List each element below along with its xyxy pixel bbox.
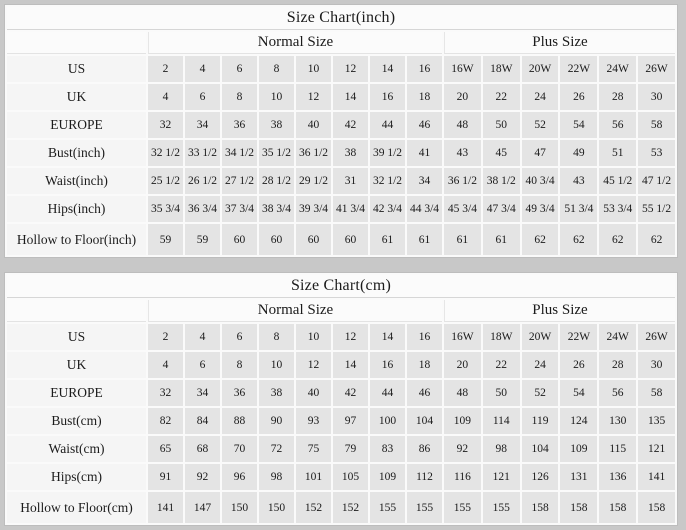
table-row	[7, 464, 675, 490]
size-value-cell: 82	[148, 408, 183, 434]
size-value-cell: 12	[296, 352, 331, 378]
size-value-cell: 98	[259, 464, 294, 490]
size-value-cell: 12	[296, 84, 331, 110]
size-value-cell: 16	[370, 352, 405, 378]
size-value-cell: 56	[599, 380, 636, 406]
size-value-cell: 116	[444, 464, 481, 490]
size-value-cell: 43	[444, 140, 481, 166]
size-value-cell: 24W	[599, 324, 636, 350]
size-value-cell: 52	[522, 112, 559, 138]
table-row	[7, 408, 675, 434]
row-label: UK	[7, 352, 146, 378]
size-value-cell: 92	[185, 464, 220, 490]
size-value-cell: 20W	[522, 56, 559, 82]
size-value-cell: 136	[599, 464, 636, 490]
size-value-cell: 60	[296, 224, 331, 255]
size-value-cell: 96	[222, 464, 257, 490]
size-value-cell: 61	[407, 224, 442, 255]
size-value-cell: 46	[407, 112, 442, 138]
size-value-cell: 8	[259, 324, 294, 350]
size-value-cell: 32 1/2	[370, 168, 405, 194]
size-value-cell: 47	[522, 140, 559, 166]
size-value-cell: 91	[148, 464, 183, 490]
row-label: Bust(inch)	[7, 140, 146, 166]
size-value-cell: 16	[407, 324, 442, 350]
size-value-cell: 109	[444, 408, 481, 434]
plus-size-header: Plus Size	[444, 32, 675, 54]
row-label: EUROPE	[7, 380, 146, 406]
size-value-cell: 40	[296, 380, 331, 406]
size-value-cell: 130	[599, 408, 636, 434]
size-value-cell: 6	[222, 324, 257, 350]
size-value-cell: 2	[148, 56, 183, 82]
size-value-cell: 45 3/4	[444, 196, 481, 222]
size-value-cell: 42	[333, 112, 368, 138]
row-label: US	[7, 324, 146, 350]
size-value-cell: 75	[296, 436, 331, 462]
size-value-cell: 6	[185, 84, 220, 110]
table-row	[7, 196, 675, 222]
size-value-cell: 10	[259, 352, 294, 378]
row-label: Bust(cm)	[7, 408, 146, 434]
size-value-cell: 49 3/4	[522, 196, 559, 222]
size-value-cell: 36	[222, 380, 257, 406]
size-value-cell: 121	[638, 436, 675, 462]
size-value-cell: 39 1/2	[370, 140, 405, 166]
size-value-cell: 10	[259, 84, 294, 110]
size-value-cell: 16	[407, 56, 442, 82]
size-value-cell: 62	[522, 224, 559, 255]
size-value-cell: 44	[370, 380, 405, 406]
size-value-cell: 109	[560, 436, 597, 462]
size-value-cell: 22W	[560, 56, 597, 82]
table-row	[7, 168, 675, 194]
size-value-cell: 52	[522, 380, 559, 406]
size-value-cell: 16	[370, 84, 405, 110]
row-label: Hips(cm)	[7, 464, 146, 490]
size-value-cell: 90	[259, 408, 294, 434]
size-value-cell: 39 3/4	[296, 196, 331, 222]
size-value-cell: 60	[222, 224, 257, 255]
table-title: Size Chart(inch)	[7, 7, 675, 30]
size-value-cell: 8	[222, 352, 257, 378]
size-value-cell: 22	[483, 352, 520, 378]
size-value-cell: 12	[333, 324, 368, 350]
size-value-cell: 155	[444, 492, 481, 523]
size-value-cell: 28 1/2	[259, 168, 294, 194]
size-value-cell: 37 3/4	[222, 196, 257, 222]
size-value-cell: 40	[296, 112, 331, 138]
size-value-cell: 62	[599, 224, 636, 255]
size-value-cell: 36 1/2	[296, 140, 331, 166]
size-value-cell: 12	[333, 56, 368, 82]
size-value-cell: 60	[333, 224, 368, 255]
table-title: Size Chart(cm)	[7, 275, 675, 298]
size-value-cell: 141	[638, 464, 675, 490]
size-value-cell: 152	[333, 492, 368, 523]
size-value-cell: 53	[638, 140, 675, 166]
size-value-cell: 101	[296, 464, 331, 490]
size-value-cell: 4	[185, 56, 220, 82]
size-value-cell: 43	[560, 168, 597, 194]
size-value-cell: 83	[370, 436, 405, 462]
table-row	[7, 352, 675, 378]
size-value-cell: 40 3/4	[522, 168, 559, 194]
size-value-cell: 24W	[599, 56, 636, 82]
size-value-cell: 34	[185, 112, 220, 138]
size-value-cell: 141	[148, 492, 183, 523]
size-value-cell: 86	[407, 436, 442, 462]
row-label: EUROPE	[7, 112, 146, 138]
size-value-cell: 18	[407, 352, 442, 378]
size-value-cell: 126	[522, 464, 559, 490]
size-value-cell: 109	[370, 464, 405, 490]
size-value-cell: 72	[259, 436, 294, 462]
size-value-cell: 38 1/2	[483, 168, 520, 194]
size-value-cell: 47 1/2	[638, 168, 675, 194]
table-row	[7, 84, 675, 110]
size-value-cell: 45	[483, 140, 520, 166]
size-value-cell: 2	[148, 324, 183, 350]
size-value-cell: 44	[370, 112, 405, 138]
size-value-cell: 24	[522, 352, 559, 378]
size-value-cell: 49	[560, 140, 597, 166]
size-value-cell: 26	[560, 84, 597, 110]
size-value-cell: 51 3/4	[560, 196, 597, 222]
size-value-cell: 119	[522, 408, 559, 434]
size-value-cell: 98	[483, 436, 520, 462]
size-value-cell: 84	[185, 408, 220, 434]
size-value-cell: 8	[222, 84, 257, 110]
row-label: Waist(cm)	[7, 436, 146, 462]
size-value-cell: 41	[407, 140, 442, 166]
size-value-cell: 18	[407, 84, 442, 110]
size-value-cell: 53 3/4	[599, 196, 636, 222]
size-value-cell: 70	[222, 436, 257, 462]
size-value-cell: 38	[259, 380, 294, 406]
size-value-cell: 147	[185, 492, 220, 523]
size-value-cell: 4	[148, 84, 183, 110]
size-value-cell: 14	[370, 56, 405, 82]
size-value-cell: 35 3/4	[148, 196, 183, 222]
size-value-cell: 30	[638, 84, 675, 110]
size-value-cell: 14	[333, 84, 368, 110]
table-row	[7, 224, 675, 255]
size-value-cell: 41 3/4	[333, 196, 368, 222]
size-value-cell: 16W	[444, 56, 481, 82]
size-value-cell: 26W	[638, 324, 675, 350]
size-value-cell: 79	[333, 436, 368, 462]
size-value-cell: 35 1/2	[259, 140, 294, 166]
size-value-cell: 62	[638, 224, 675, 255]
size-value-cell: 32	[148, 112, 183, 138]
size-value-cell: 36	[222, 112, 257, 138]
size-value-cell: 92	[444, 436, 481, 462]
table-row	[7, 380, 675, 406]
plus-size-header: Plus Size	[444, 300, 675, 322]
size-value-cell: 60	[259, 224, 294, 255]
size-table	[5, 5, 677, 257]
size-value-cell: 47 3/4	[483, 196, 520, 222]
size-value-cell: 38	[333, 140, 368, 166]
size-value-cell: 65	[148, 436, 183, 462]
size-value-cell: 26W	[638, 56, 675, 82]
size-value-cell: 44 3/4	[407, 196, 442, 222]
size-value-cell: 56	[599, 112, 636, 138]
size-value-cell: 4	[185, 324, 220, 350]
size-value-cell: 14	[370, 324, 405, 350]
size-value-cell: 22W	[560, 324, 597, 350]
size-value-cell: 135	[638, 408, 675, 434]
corner-cell	[7, 32, 146, 54]
size-value-cell: 150	[259, 492, 294, 523]
size-value-cell: 54	[560, 112, 597, 138]
size-value-cell: 31	[333, 168, 368, 194]
size-value-cell: 16W	[444, 324, 481, 350]
size-value-cell: 61	[483, 224, 520, 255]
size-value-cell: 45 1/2	[599, 168, 636, 194]
row-label: Hollow to Floor(inch)	[7, 224, 146, 255]
row-label: Hips(inch)	[7, 196, 146, 222]
size-value-cell: 25 1/2	[148, 168, 183, 194]
size-value-cell: 42	[333, 380, 368, 406]
size-value-cell: 54	[560, 380, 597, 406]
size-chart-inch-table	[4, 4, 678, 258]
size-value-cell: 36 3/4	[185, 196, 220, 222]
size-value-cell: 158	[638, 492, 675, 523]
row-label: Hollow to Floor(cm)	[7, 492, 146, 523]
size-value-cell: 34	[185, 380, 220, 406]
normal-size-header: Normal Size	[148, 300, 442, 322]
size-value-cell: 34	[407, 168, 442, 194]
size-value-cell: 6	[222, 56, 257, 82]
size-value-cell: 46	[407, 380, 442, 406]
size-value-cell: 152	[296, 492, 331, 523]
size-value-cell: 155	[483, 492, 520, 523]
size-value-cell: 104	[522, 436, 559, 462]
size-value-cell: 158	[599, 492, 636, 523]
table-row	[7, 324, 675, 350]
size-table	[5, 273, 677, 525]
size-value-cell: 50	[483, 380, 520, 406]
size-value-cell: 26	[560, 352, 597, 378]
size-value-cell: 124	[560, 408, 597, 434]
size-value-cell: 158	[522, 492, 559, 523]
size-value-cell: 28	[599, 352, 636, 378]
row-label: Waist(inch)	[7, 168, 146, 194]
normal-size-header: Normal Size	[148, 32, 442, 54]
size-value-cell: 61	[370, 224, 405, 255]
size-value-cell: 155	[407, 492, 442, 523]
size-value-cell: 50	[483, 112, 520, 138]
size-value-cell: 32 1/2	[148, 140, 183, 166]
size-value-cell: 115	[599, 436, 636, 462]
size-value-cell: 100	[370, 408, 405, 434]
size-value-cell: 48	[444, 112, 481, 138]
size-value-cell: 20	[444, 352, 481, 378]
size-value-cell: 68	[185, 436, 220, 462]
size-value-cell: 18W	[483, 324, 520, 350]
size-value-cell: 10	[296, 56, 331, 82]
size-value-cell: 20	[444, 84, 481, 110]
size-value-cell: 32	[148, 380, 183, 406]
row-label: US	[7, 56, 146, 82]
size-value-cell: 93	[296, 408, 331, 434]
size-value-cell: 30	[638, 352, 675, 378]
size-value-cell: 97	[333, 408, 368, 434]
size-value-cell: 4	[148, 352, 183, 378]
size-value-cell: 155	[370, 492, 405, 523]
size-value-cell: 62	[560, 224, 597, 255]
size-value-cell: 114	[483, 408, 520, 434]
size-value-cell: 8	[259, 56, 294, 82]
size-value-cell: 112	[407, 464, 442, 490]
table-row	[7, 492, 675, 523]
size-value-cell: 26 1/2	[185, 168, 220, 194]
size-value-cell: 58	[638, 112, 675, 138]
size-value-cell: 51	[599, 140, 636, 166]
table-row	[7, 56, 675, 82]
size-value-cell: 55 1/2	[638, 196, 675, 222]
table-row	[7, 112, 675, 138]
size-value-cell: 28	[599, 84, 636, 110]
size-value-cell: 42 3/4	[370, 196, 405, 222]
size-value-cell: 22	[483, 84, 520, 110]
size-value-cell: 104	[407, 408, 442, 434]
size-value-cell: 131	[560, 464, 597, 490]
size-value-cell: 33 1/2	[185, 140, 220, 166]
size-value-cell: 20W	[522, 324, 559, 350]
size-value-cell: 59	[185, 224, 220, 255]
row-label: UK	[7, 84, 146, 110]
size-value-cell: 6	[185, 352, 220, 378]
size-value-cell: 48	[444, 380, 481, 406]
size-value-cell: 36 1/2	[444, 168, 481, 194]
size-value-cell: 38 3/4	[259, 196, 294, 222]
size-value-cell: 150	[222, 492, 257, 523]
size-chart-cm-table	[4, 272, 678, 526]
size-value-cell: 18W	[483, 56, 520, 82]
size-value-cell: 121	[483, 464, 520, 490]
size-value-cell: 105	[333, 464, 368, 490]
size-value-cell: 88	[222, 408, 257, 434]
size-value-cell: 58	[638, 380, 675, 406]
table-row	[7, 140, 675, 166]
corner-cell	[7, 300, 146, 322]
size-value-cell: 38	[259, 112, 294, 138]
size-value-cell: 59	[148, 224, 183, 255]
size-value-cell: 27 1/2	[222, 168, 257, 194]
size-value-cell: 14	[333, 352, 368, 378]
size-value-cell: 10	[296, 324, 331, 350]
size-value-cell: 158	[560, 492, 597, 523]
size-value-cell: 61	[444, 224, 481, 255]
size-value-cell: 34 1/2	[222, 140, 257, 166]
size-value-cell: 29 1/2	[296, 168, 331, 194]
size-value-cell: 24	[522, 84, 559, 110]
table-row	[7, 436, 675, 462]
